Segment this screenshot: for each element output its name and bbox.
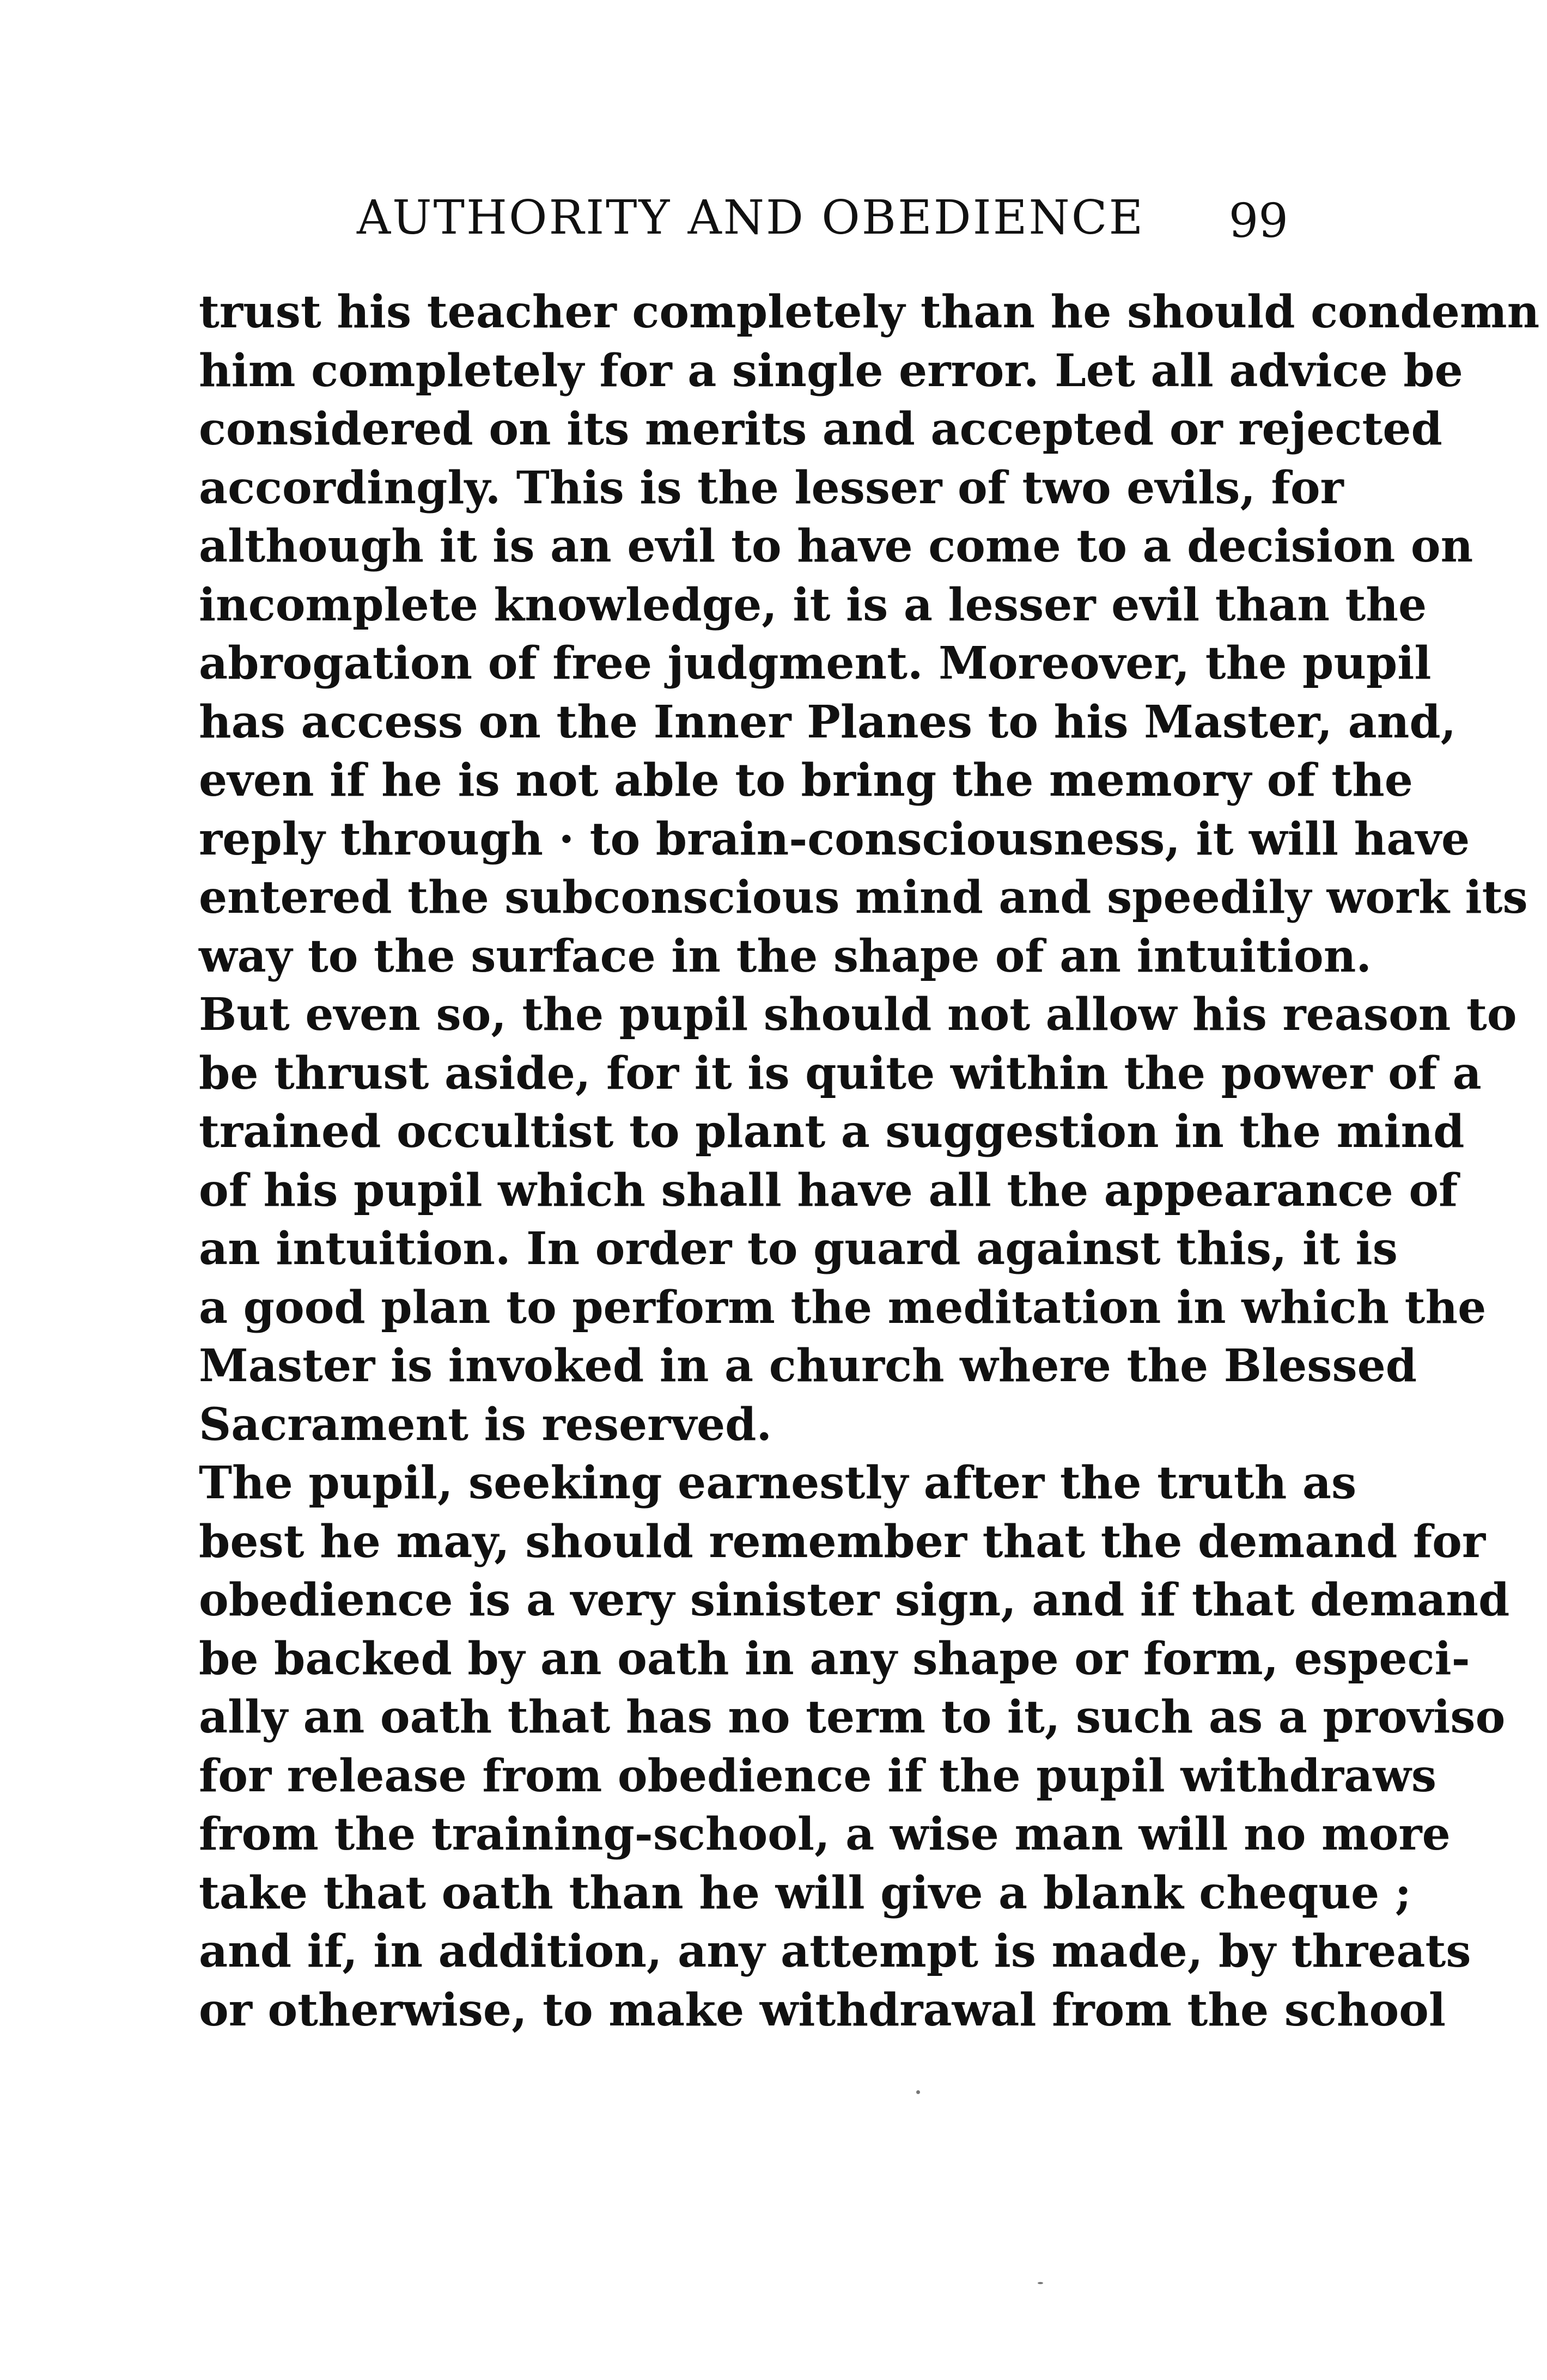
text-line: be thrust aside, for it is quite within the power of a — [199, 1047, 1482, 1100]
text-line: ally an oath that has no term to it, such as a proviso — [199, 1691, 1506, 1743]
text-line: even if he is not able to bring the memory of the — [199, 754, 1413, 807]
body-text — [199, 283, 1540, 2040]
running-title: AUTHORITY AND OBEDIENCE — [357, 191, 1145, 245]
page-number: 99 — [1228, 194, 1288, 248]
text-line: although it is an evil to have come to a decision on — [199, 520, 1473, 572]
text-line: him completely for a single error. Let all advice be — [199, 344, 1463, 397]
paragraph-start-line: The pupil, seeking earnestly after the truth as — [199, 1457, 1357, 1509]
text-line: an intuition. In order to guard against this, it is — [199, 1223, 1398, 1275]
text-line: accordingly. This is the lesser of two evils, for — [199, 461, 1344, 514]
text-line: abrogation of free judgment. Moreover, the pupil — [199, 637, 1432, 689]
text-line: trained occultist to plant a suggestion in the mind — [199, 1106, 1465, 1158]
text-line: considered on its merits and accepted or rejected — [199, 403, 1442, 455]
ink-speck — [916, 2090, 920, 2094]
ink-speck — [1038, 2282, 1043, 2284]
text-line: or otherwise, to make withdrawal from the school — [199, 1984, 1446, 2036]
text-line: obedience is a very sinister sign, and if that demand — [199, 1574, 1510, 1626]
text-line: reply through · to brain-consciousness, it will have — [199, 813, 1470, 865]
text-line: incomplete knowledge, it is a lesser evil than the — [199, 578, 1427, 631]
text-line: entered the subconscious mind and speedily work its — [199, 871, 1528, 924]
text-line: a good plan to perform the meditation in which the — [199, 1281, 1487, 1334]
text-line: from the training-school, a wise man will no more — [199, 1808, 1451, 1860]
text-line: be backed by an oath in any shape or form, especi- — [199, 1632, 1470, 1685]
text-line: way to the surface in the shape of an intuition. — [199, 930, 1372, 982]
text-line: and if, in addition, any attempt is made, by threats — [199, 1925, 1471, 1978]
text-line: trust his teacher completely than he should condemn — [199, 286, 1540, 338]
text-line: best he may, should remember that the demand for — [199, 1515, 1486, 1568]
text-line: has access on the Inner Planes to his Master, and, — [199, 695, 1457, 748]
text-line: Master is invoked in a church where the Blessed — [199, 1340, 1417, 1392]
text-line: for release from obedience if the pupil withdraws — [199, 1749, 1437, 1802]
text-line: But even so, the pupil should not allow his reason to — [199, 988, 1517, 1041]
text-line: take that oath than he will give a blank cheque ; — [199, 1866, 1411, 1919]
text-line: of his pupil which shall have all the appearance of — [199, 1164, 1458, 1217]
paragraph-end-line: Sacrament is reserved. — [199, 1398, 772, 1451]
running-head — [199, 191, 1288, 261]
